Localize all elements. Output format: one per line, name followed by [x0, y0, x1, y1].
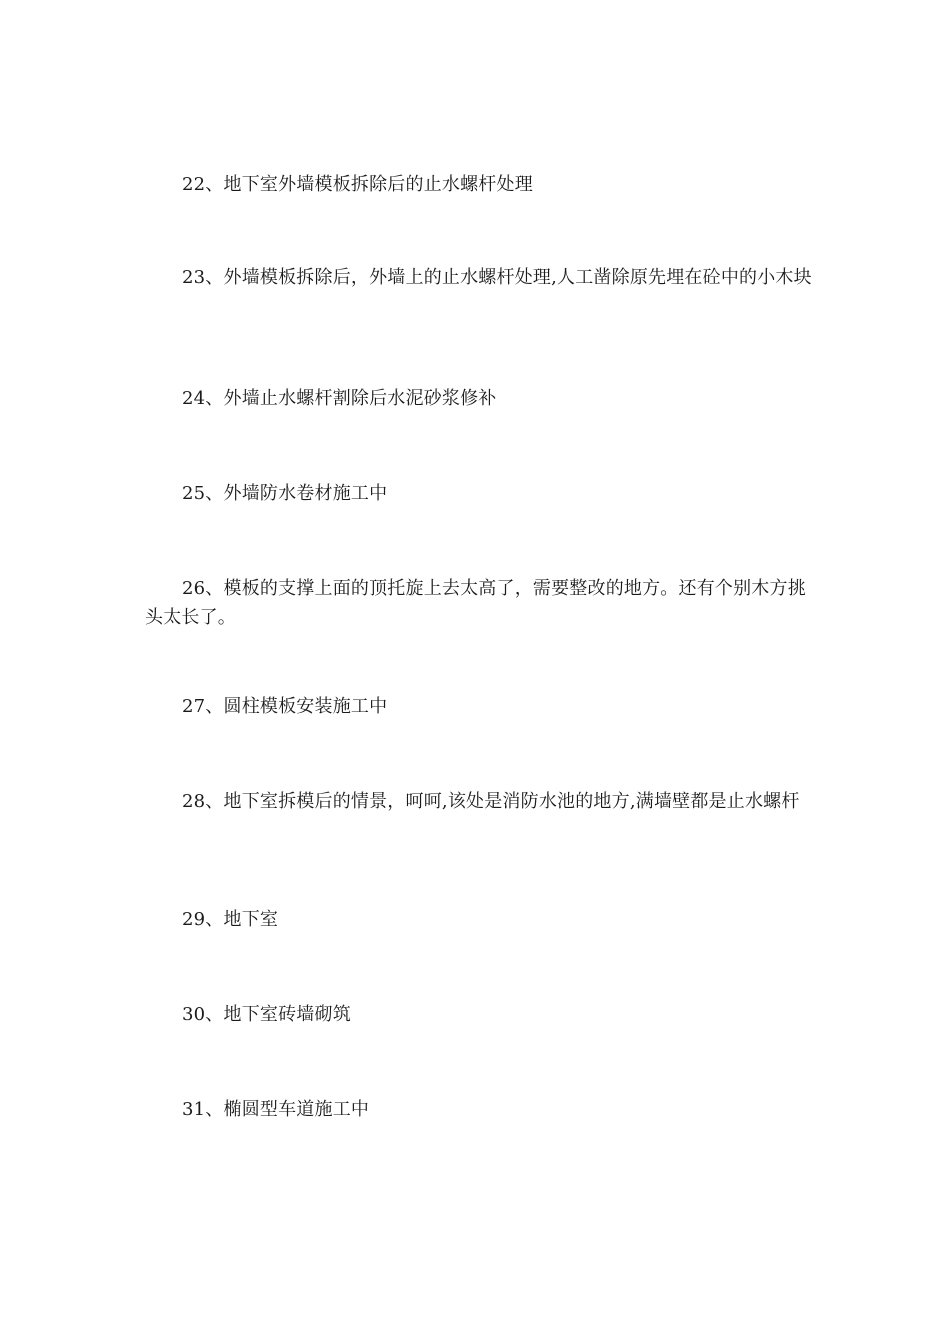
paragraph-30: 30、地下室砖墙砌筑: [182, 1004, 351, 1025]
paragraph-22: 22、地下室外墙模板拆除后的止水螺杆处理: [182, 174, 533, 195]
paragraph-25: 25、外墙防水卷材施工中: [182, 483, 388, 504]
paragraph-23: 23、外墙模板拆除后，外墙上的止水螺杆处理,人工凿除原先埋在砼中的小木块: [182, 267, 812, 288]
paragraph-28: 28、地下室拆模后的情景，呵呵,该处是消防水池的地方,满墙壁都是止水螺杆: [182, 791, 800, 812]
paragraph-31: 31、椭圆型车道施工中: [182, 1099, 370, 1120]
paragraph-27: 27、圆柱模板安装施工中: [182, 696, 388, 717]
paragraph-29: 29、地下室: [182, 909, 279, 930]
paragraph-24: 24、外墙止水螺杆割除后水泥砂浆修补: [182, 388, 497, 409]
paragraph-26: 26、模板的支撑上面的顶托旋上去太高了，需要整改的地方。还有个别木方挑头太长了。: [145, 578, 806, 628]
